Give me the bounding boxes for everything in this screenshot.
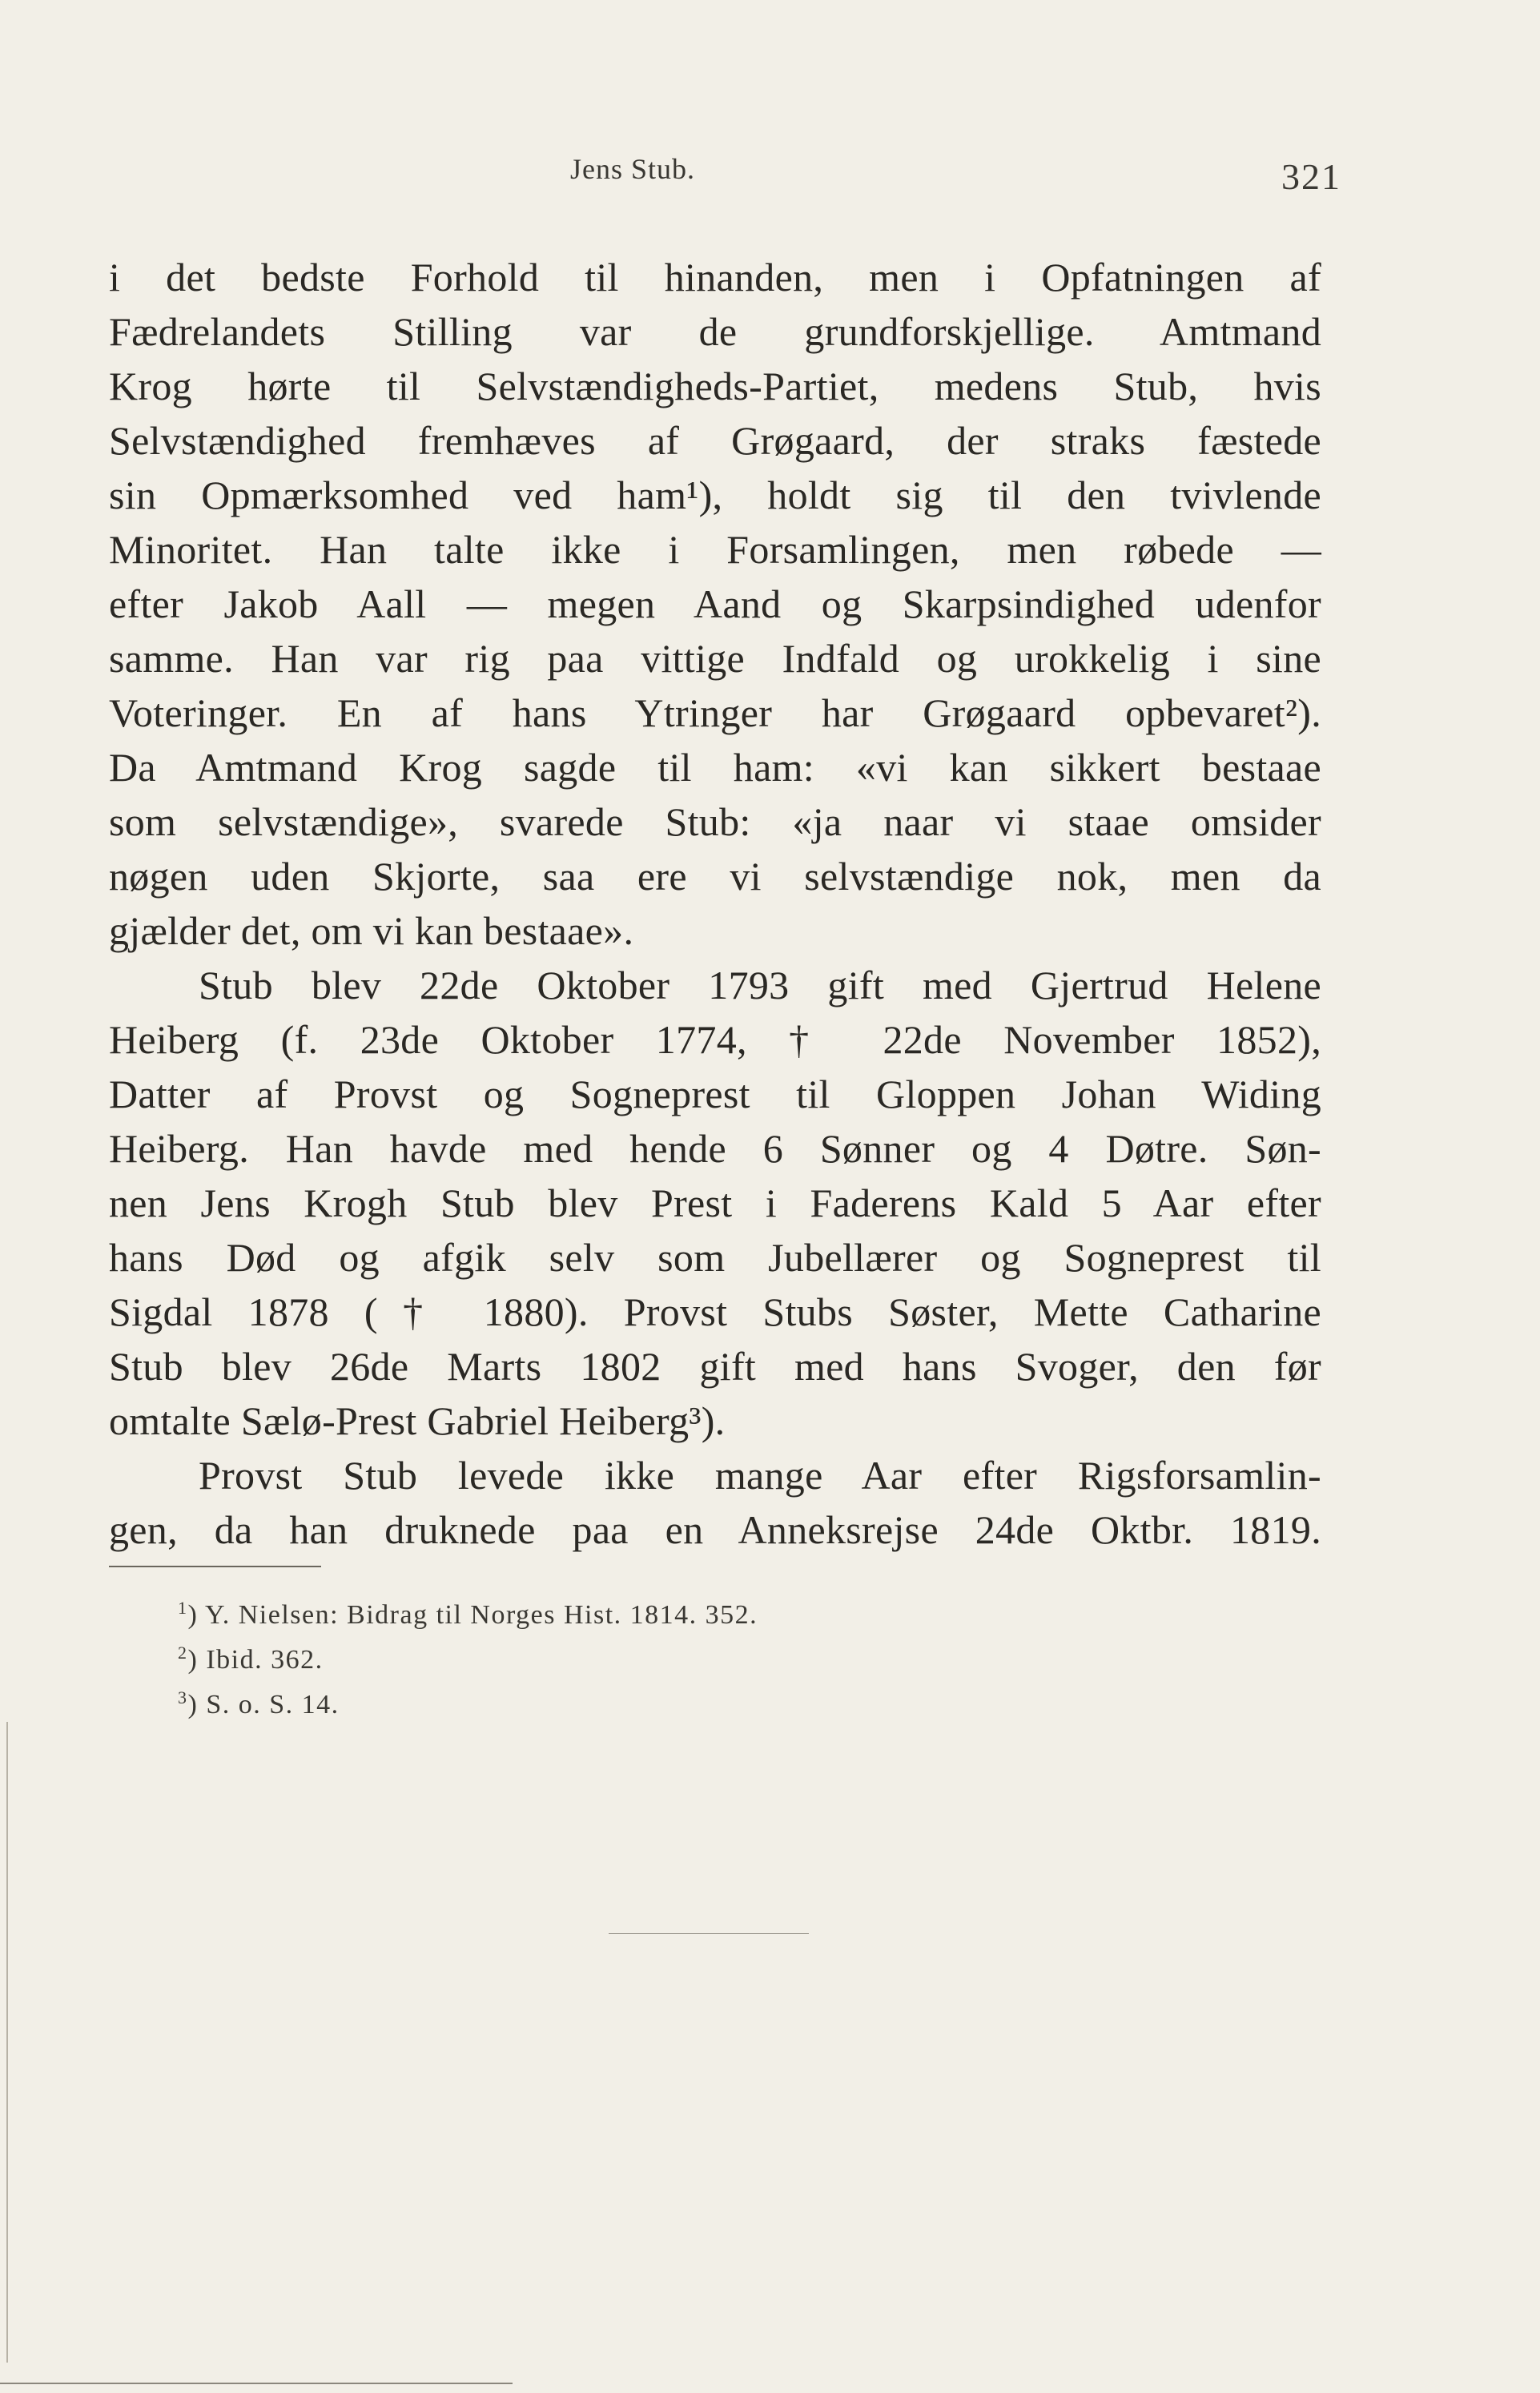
text-line: Da Amtmand Krog sagde til ham: «vi kan sikkert bestaae [109,745,1321,790]
text-line: hans Død og afgik selv som Jubellærer og Sogneprest til [109,1235,1321,1280]
footnote [178,1675,1139,1720]
text-line: samme. Han var rig paa vittige Indfald og urokkelig i sine [109,636,1321,681]
footnote-text: ) Ibid. 362. [187,1645,324,1675]
footnote-rule [109,1566,321,1567]
footnote [178,1586,1139,1631]
text-line: Datter af Provst og Sogneprest til Gloppen Johan Widing [109,1072,1321,1116]
footnote-mark: 1 [178,1598,188,1618]
text-line: omtalte Sælø-Prest Gabriel Heiberg³). [109,1398,726,1443]
footnote-text: ) S. o. S. 14. [187,1690,340,1719]
text-line: Stub blev 22de Oktober 1793 gift med Gjertrud Helene [199,963,1321,1007]
page-edge [6,1722,8,2363]
text-line: Minoritet. Han talte ikke i Forsamlingen, men røbede — [109,527,1321,572]
text-line: Heiberg. Han havde med hende 6 Sønner og 4 Døtre. Søn- [109,1126,1321,1171]
page-bottom-edge [0,2383,513,2384]
text-line: efter Jakob Aall — megen Aand og Skarpsindighed udenfor [109,581,1321,626]
running-head: Jens Stub. [570,153,696,185]
footnote [178,1631,1139,1675]
text-line: Sigdal 1878 († 1880). Provst Stubs Søster, Mette Catharine [109,1289,1321,1334]
text-line: som selvstændige», svarede Stub: «ja naar vi staae omsider [109,799,1321,844]
text-line: Voteringer. En af hans Ytringer har Grøgaard opbevaret²). [109,690,1321,735]
text-line: nen Jens Krogh Stub blev Prest i Faderens Kald 5 Aar efter [109,1180,1321,1225]
text-line: gen, da han druknede paa en Anneksrejse 24de Oktbr. 1819. [109,1507,1321,1552]
footnotes [178,1586,1139,1720]
page-header [0,152,1540,200]
footnote-text: ) Y. Nielsen: Bidrag til Norges Hist. 1814. 352. [187,1600,758,1630]
text-line: nøgen uden Skjorte, saa ere vi selvstændige nok, men da [109,854,1321,899]
text-line: gjælder det, om vi kan bestaae». [109,908,634,953]
text-line: Heiberg (f. 23de Oktober 1774, † 22de November 1852), [109,1017,1321,1062]
text-line: Provst Stub levede ikke mange Aar efter Rigsforsamlin- [199,1453,1321,1498]
footnote-mark: 2 [178,1643,188,1663]
show-through-rule [609,1933,809,1934]
text-line: Fædrelandets Stilling var de grundforskjellige. Amtmand [109,309,1321,354]
text-line: Krog hørte til Selvstændigheds-Partiet, medens Stub, hvis [109,364,1321,408]
text-line: sin Opmærksomhed ved ham¹), holdt sig til den tvivlende [109,473,1321,517]
text-line: Stub blev 26de Marts 1802 gift med hans Svoger, den før [109,1344,1321,1389]
body-text [109,250,1321,1557]
footnote-mark: 3 [178,1687,188,1707]
page-number: 321 [1281,156,1341,197]
text-line: i det bedste Forhold til hinanden, men i Opfatningen af [109,255,1321,300]
text-line: Selvstændighed fremhæves af Grøgaard, der straks fæstede [109,418,1321,463]
